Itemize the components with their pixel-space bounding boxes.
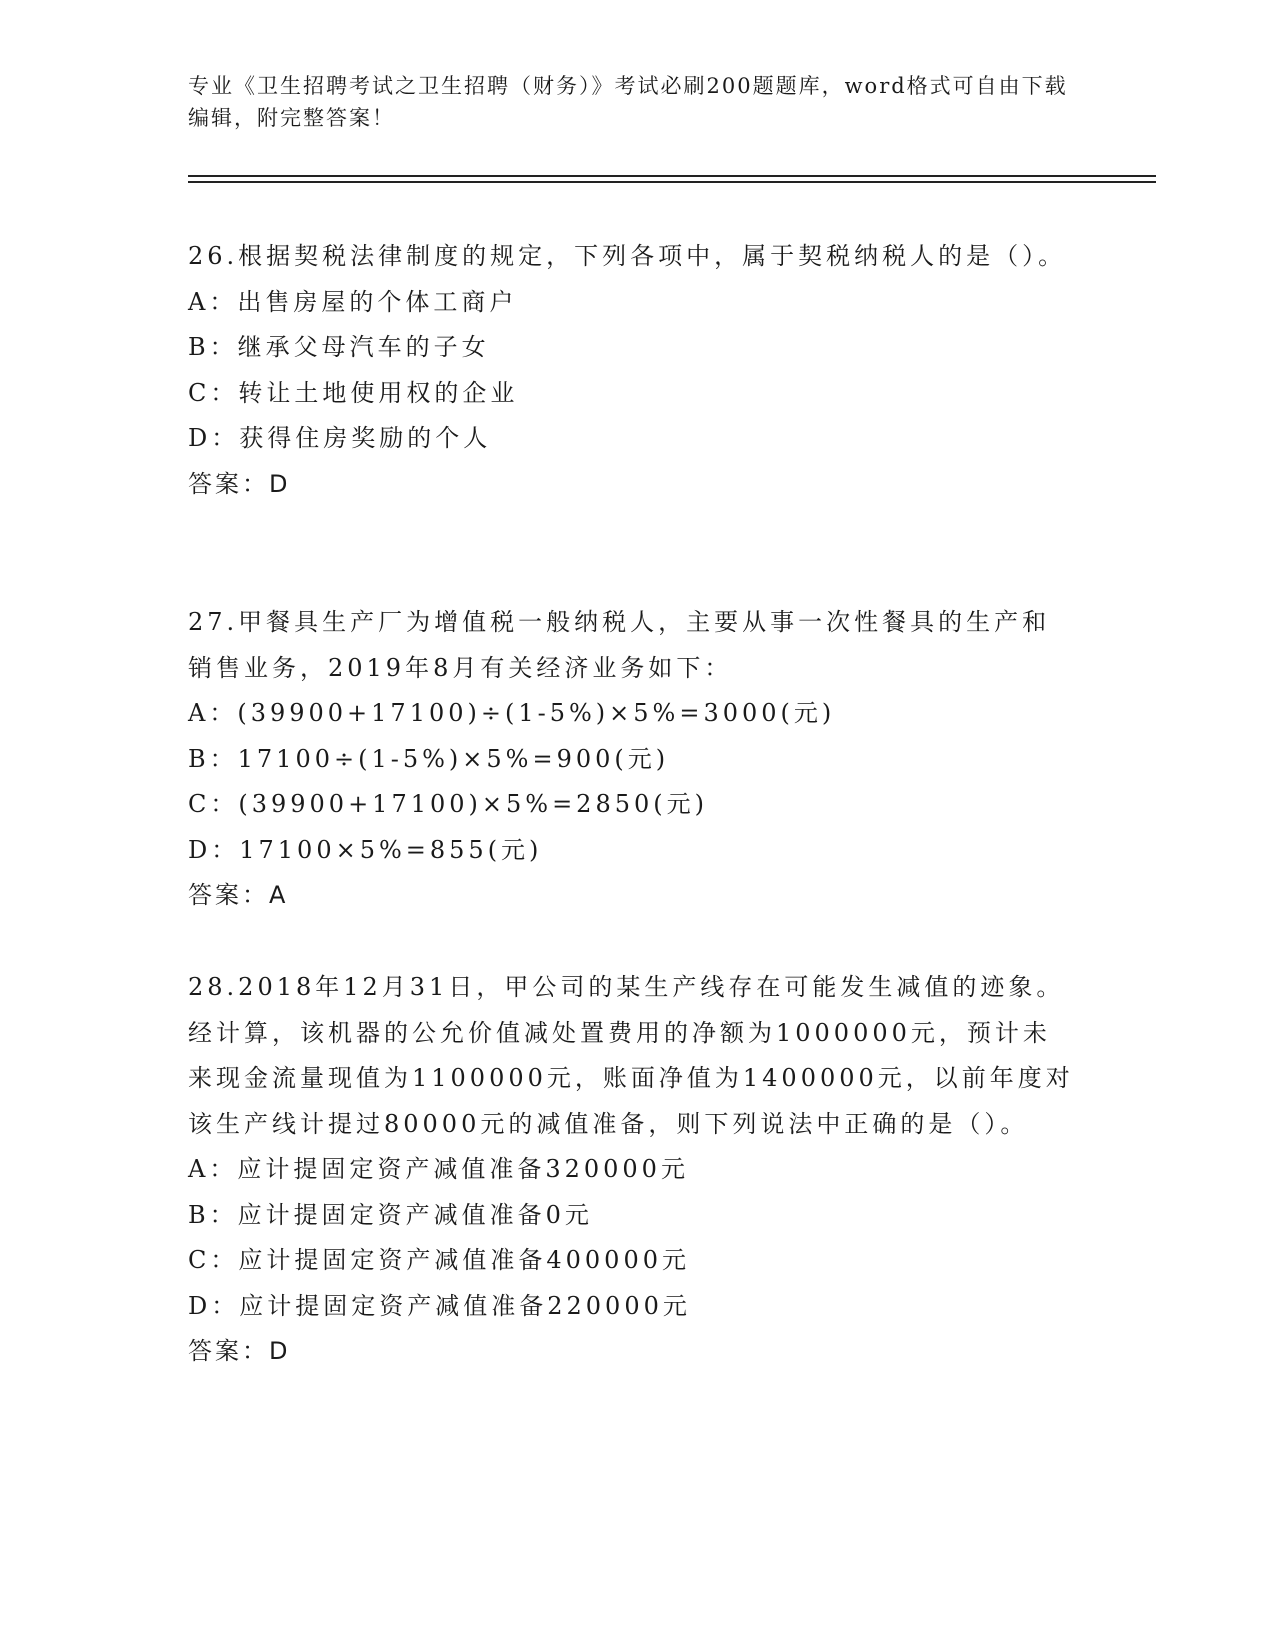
answer-label: 答案：D [188, 469, 291, 498]
option-c: C：应计提固定资产减值准备400000元 [188, 1246, 690, 1274]
option-c: C：转让土地使用权的企业 [188, 378, 519, 407]
question-stem: 26.根据契税法律制度的规定，下列各项中，属于契税纳税人的是（）。 [188, 242, 1067, 270]
header-divider-top [188, 175, 1156, 177]
question-stem: 27.甲餐具生产厂为增值税一般纳税人，主要从事一次性餐具的生产和销售业务，2019年8月有关经济业务如下： [188, 608, 1051, 682]
answer-label: 答案：D [188, 1337, 291, 1365]
option-a: A：应计提固定资产减值准备320000元 [188, 1155, 689, 1183]
option-b: B：继承父母汽车的子女 [188, 333, 490, 361]
option-a: A：(39900+17100)÷(1-5%)×5%=3000(元) [188, 699, 836, 727]
answer-label: 答案：A [188, 881, 289, 909]
question-28 [188, 965, 1078, 1375]
option-b: B：应计提固定资产减值准备0元 [188, 1200, 593, 1229]
question-27 [188, 600, 1078, 919]
option-d: D：获得住房奖励的个人 [188, 424, 492, 452]
question-26 [188, 234, 1078, 507]
document-intro: 专业《卫生招聘考试之卫生招聘（财务）》考试必刷200题题库，word格式可自由下载编辑，附完整答案！ [188, 74, 1068, 130]
option-d: D：17100×5%=855(元) [188, 835, 543, 864]
header-divider-bottom [188, 181, 1156, 183]
question-stem: 28.2018年12月31日，甲公司的某生产线存在可能发生减值的迹象。经计算，该机器的公允价值减处置费用的净额为1000000元，预计未来现金流量现值为1100000元，账面净值为1400000元，以前年度对该生产线计提过80000元的减值准备，则下列说法中正确的是（）。 [188, 973, 1074, 1138]
option-a: A：出售房屋的个体工商户 [188, 287, 518, 316]
option-b: B：17100÷(1-5%)×5%=900(元) [188, 744, 670, 773]
option-d: D：应计提固定资产减值准备220000元 [188, 1291, 691, 1320]
option-c: C：(39900+17100)×5%=2850(元) [188, 790, 708, 818]
